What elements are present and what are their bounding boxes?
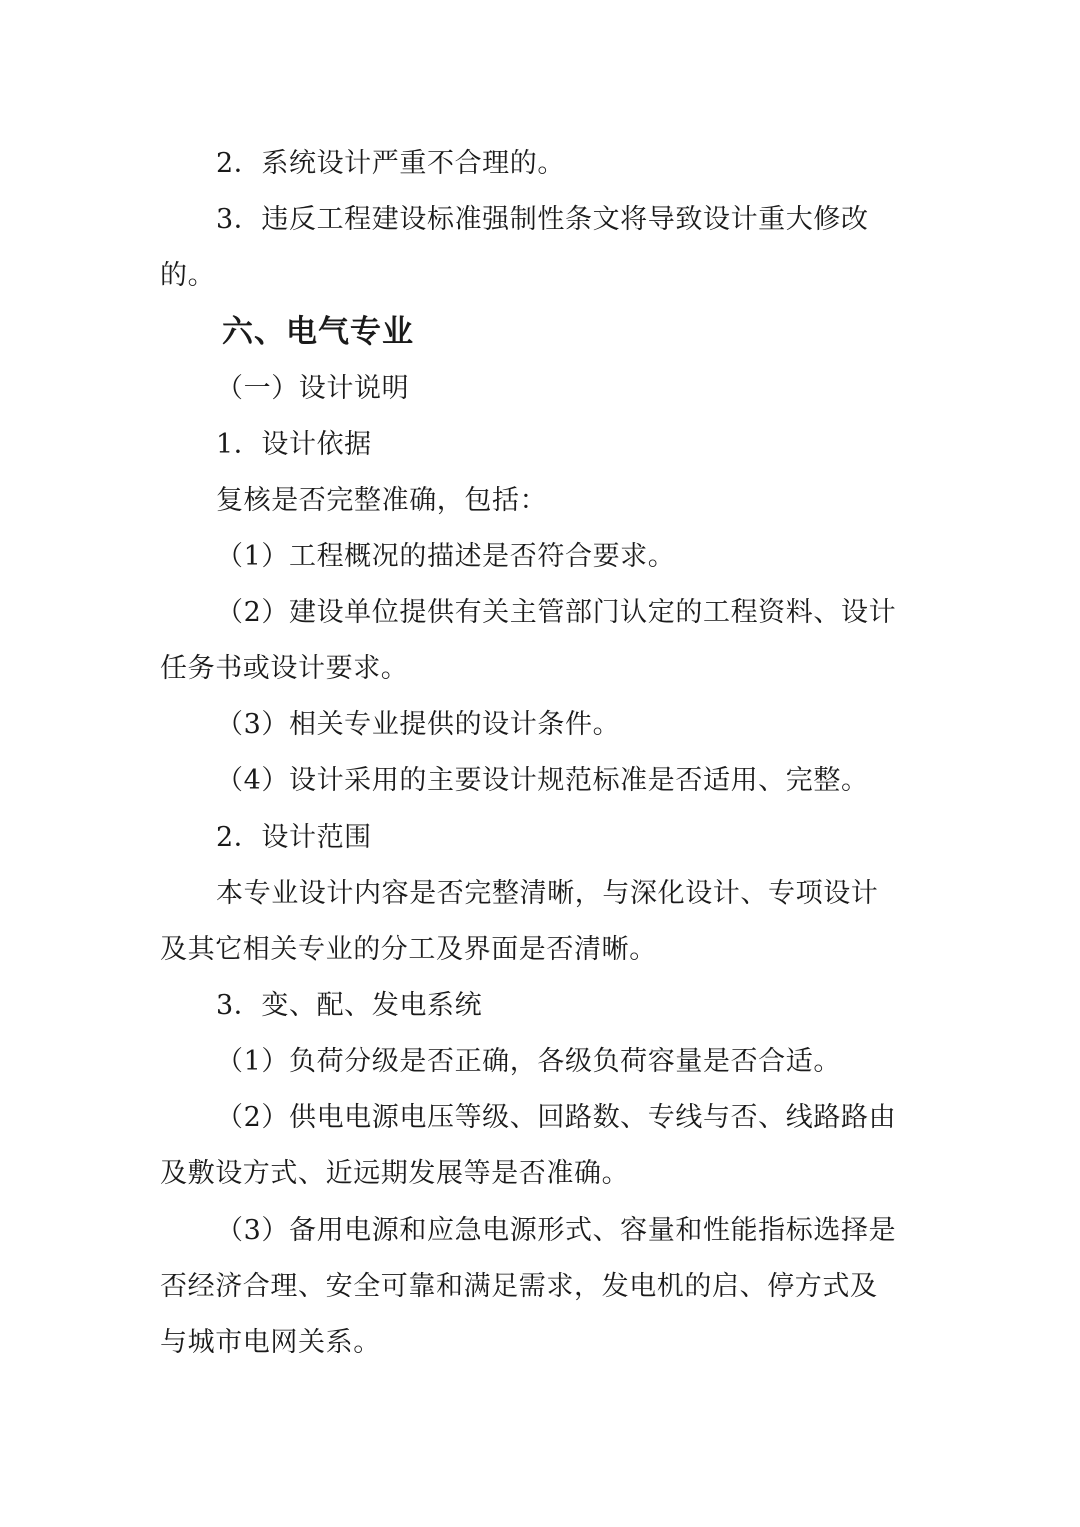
list-item-continuation: 任务书或设计要求。: [160, 653, 409, 684]
paragraph-line: 的。: [160, 260, 216, 291]
list-item: （1）工程概况的描述是否符合要求。: [216, 541, 676, 572]
list-item: （1）负荷分级是否正确，各级负荷容量是否合适。: [216, 1046, 841, 1077]
item-heading: 2．设计范围: [216, 822, 372, 853]
paragraph-line: 本专业设计内容是否完整清晰，与深化设计、专项设计: [216, 878, 879, 909]
list-item: （2）供电电源电压等级、回路数、专线与否、线路路由: [216, 1102, 897, 1133]
list-item-continuation: 及敷设方式、近远期发展等是否准确。: [160, 1158, 630, 1189]
list-item: （2）建设单位提供有关主管部门认定的工程资料、设计: [216, 597, 897, 628]
subsection-heading: （一）设计说明: [216, 373, 410, 404]
list-item: （4）设计采用的主要设计规范标准是否适用、完整。: [216, 765, 869, 796]
list-item-continuation: 与城市电网关系。: [160, 1327, 381, 1358]
paragraph-line: 复核是否完整准确，包括：: [216, 485, 548, 516]
paragraph-line: 2．系统设计严重不合理的。: [216, 148, 565, 179]
list-item-continuation: 否经济合理、安全可靠和满足需求，发电机的启、停方式及: [160, 1271, 878, 1302]
paragraph-line: 及其它相关专业的分工及界面是否清晰。: [160, 934, 657, 965]
item-heading: 3．变、配、发电系统: [216, 990, 483, 1021]
list-item: （3）备用电源和应急电源形式、容量和性能指标选择是: [216, 1215, 897, 1246]
item-heading: 1．设计依据: [216, 429, 372, 460]
paragraph-line: 3．违反工程建设标准强制性条文将导致设计重大修改: [216, 204, 869, 235]
section-heading: 六、电气专业: [222, 314, 414, 350]
list-item: （3）相关专业提供的设计条件。: [216, 709, 621, 740]
